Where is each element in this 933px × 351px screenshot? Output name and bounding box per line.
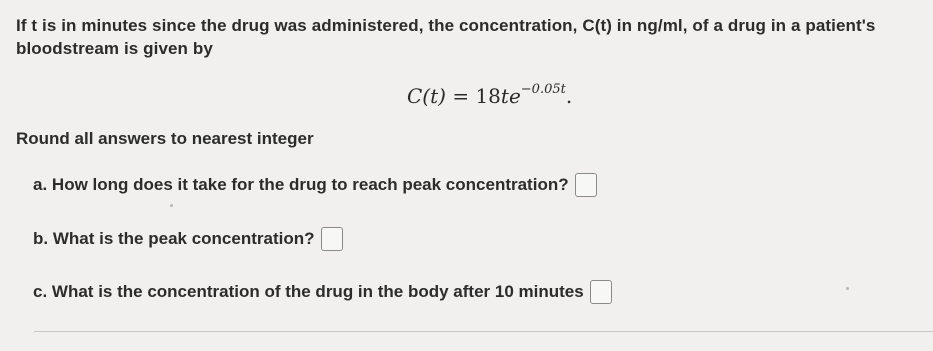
- question-c-label: c.: [33, 282, 48, 301]
- formula-lhs: C(t): [407, 84, 446, 108]
- formula-period: .: [565, 84, 573, 108]
- question-b-text: What is the peak concentration?: [52, 229, 315, 248]
- rounding-instruction: Round all answers to nearest integer: [16, 129, 314, 148]
- concentration-formula: [407, 84, 572, 108]
- formula-coefficient: 18: [475, 84, 501, 108]
- question-a: [33, 173, 597, 197]
- question-c: [33, 280, 612, 304]
- problem-intro: If t is in minutes since the drug was administered, the concentration, C(t) in ng/ml, of a drug in a patient's bloodstream is given by: [16, 16, 876, 58]
- answer-a-input[interactable]: [575, 173, 597, 197]
- question-b-label: b.: [33, 229, 49, 248]
- formula-exponent: −0.05t: [520, 82, 566, 97]
- question-c-text: What is the concentration of the drug in the body after 10 minutes: [51, 282, 584, 301]
- question-b: [33, 227, 343, 251]
- bottom-divider: [34, 331, 933, 332]
- formula-variable: t: [500, 84, 509, 108]
- formula-equals: =: [452, 84, 470, 108]
- question-a-text: How long does it take for the drug to reach peak concentration?: [51, 175, 569, 194]
- answer-c-input[interactable]: [590, 280, 612, 304]
- answer-b-input[interactable]: [321, 227, 343, 251]
- formula-base: e: [508, 84, 521, 108]
- paper-speck: [846, 287, 849, 290]
- question-a-label: a.: [33, 175, 48, 194]
- paper-speck: [170, 204, 173, 207]
